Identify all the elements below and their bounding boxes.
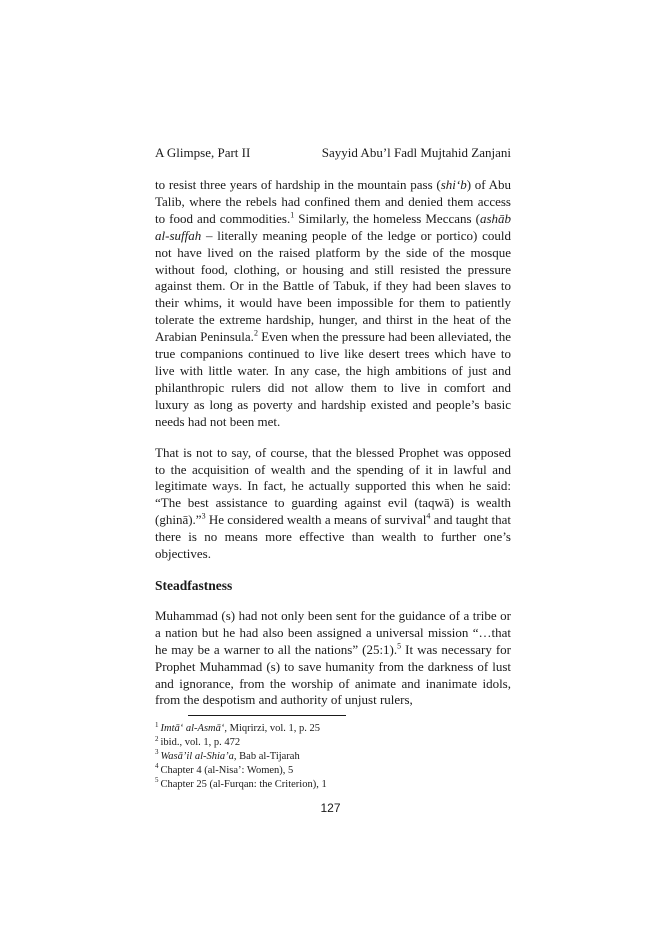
footnote-italic: Imtā‘ al-Asmā‘	[160, 723, 225, 735]
text-run: That is not to say, of course, that the blessed Prophet was opposed to the acquisition of wealth and the spending of it in lawful and legitimate ways. In fact, he actually supported this when he said: “The best assistance to guarding against evil (taqwā) is wealth (ghinā).”	[155, 444, 511, 528]
text-run: and taught that there is no means more effective than wealth to further one’s objectives.	[155, 512, 512, 562]
footnote-item	[155, 722, 511, 736]
footnote-item	[155, 764, 511, 778]
footnote-ref: 2	[253, 328, 258, 338]
footnotes	[155, 722, 511, 791]
text-run: – literally meaning people of the ledge or portico) could not have lived on the raised platform by the side of the mosque without food, clothing, or housing and still resisted the pressure against them. Or in the Battle of Tabuk, if they had been slaves to their whims, it would have been impossible for them to patiently tolerate the extreme hardship, hunger, and thirst in the heat of the Arabian Peninsula.	[155, 227, 511, 345]
text-run: ) of Abu Talib, where the rebels had confined them and denied them access to food and commodities.	[155, 177, 511, 226]
footnote-text: ibid., vol. 1, p. 472	[160, 737, 241, 749]
footnote-number: 5	[155, 776, 159, 785]
footnote-divider	[188, 715, 346, 716]
footnote-ref: 1	[290, 210, 295, 220]
footnote-ref: 3	[201, 511, 206, 521]
body-paragraph-2	[155, 445, 511, 563]
page-number: 127	[320, 801, 341, 815]
body-paragraph-3	[155, 608, 511, 709]
body-paragraph-1	[155, 177, 511, 431]
footnote-text: Chapter 4 (al-Nisa’: Women), 5	[160, 764, 294, 776]
text-run: Similarly, the homeless Meccans (	[294, 210, 480, 226]
footnote-italic: Wasā’il al-Shia’a	[160, 750, 234, 762]
footnote-number: 4	[155, 762, 159, 771]
page-content	[155, 145, 511, 791]
footnote-text: , Bab al-Tijarah	[233, 750, 300, 762]
text-run: Muhammad (s) had not only been sent for the guidance of a tribe or a nation but he had also been assigned a universal mission “…that he may be a warner to all the nations” (25:1).	[155, 607, 511, 657]
header-book-title: A Glimpse, Part II	[155, 145, 251, 160]
text-run: to resist three years of hardship in the mountain pass (	[155, 177, 441, 192]
footnote-item	[155, 736, 511, 750]
footnote-number: 3	[155, 748, 159, 757]
footnote-ref: 5	[397, 641, 402, 651]
footnote-item	[155, 778, 511, 792]
footnote-text: Chapter 25 (al-Furqan: the Criterion), 1	[160, 778, 327, 790]
header-author: Sayyid Abu’l Fadl Mujtahid Zanjani	[321, 145, 511, 160]
italic-term: ashāb al-suffah	[155, 210, 511, 243]
text-run: Even when the pressure had been alleviated, the true companions continued to live like desert trees which have to live with little water. In any case, the high ambitions of just and philanthropic rulers did not allow them to live in comfort and luxury as long as poverty and hardship existed and people’s basic needs had not been met.	[155, 329, 512, 429]
footnote-number: 2	[155, 734, 159, 743]
text-run: It was necessary for Prophet Muhammad (s) to save humanity from the darkness of lust and ignorance, from the worship of animate and inanimate idols, from the despotism and authority of unjust rulers,	[155, 641, 512, 708]
running-header	[155, 145, 511, 161]
footnote-text: , Miqrirzi, vol. 1, p. 25	[224, 723, 321, 735]
footnote-item	[155, 750, 511, 764]
section-heading: Steadfastness	[155, 577, 233, 593]
text-run: He considered wealth a means of survival	[205, 512, 427, 528]
footnote-ref: 4	[426, 511, 431, 521]
footnote-number: 1	[155, 720, 159, 729]
italic-term: shi‘b	[440, 177, 467, 192]
